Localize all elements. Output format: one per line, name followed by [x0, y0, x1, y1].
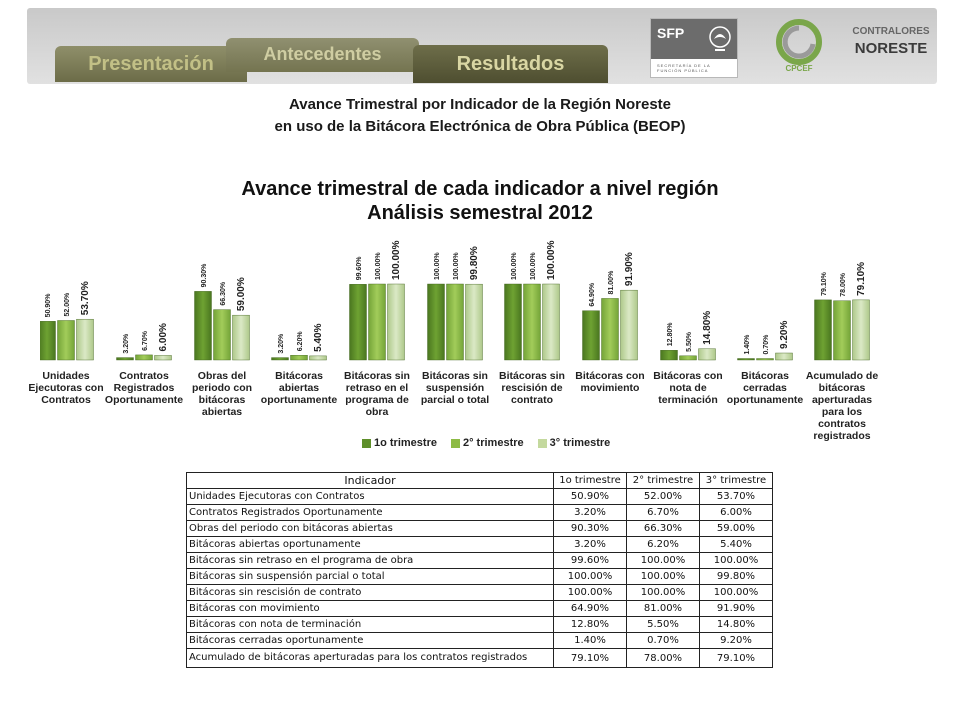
table-cell-value: 79.10% — [554, 649, 627, 668]
data-label-9-series-2: 5.50% — [686, 331, 693, 352]
data-label-5-series-3: 100.00% — [391, 240, 402, 280]
bar-5-series-2 — [369, 284, 386, 360]
data-label-8-series-2: 81.00% — [608, 270, 615, 295]
data-label-11-series-3: 79.10% — [856, 261, 867, 296]
table-row — [187, 489, 773, 505]
bar-4-series-2 — [291, 355, 308, 360]
bar-9-series-3 — [699, 349, 716, 360]
table-cell-indicator: Bitácoras sin retraso en el programa de obra — [187, 553, 554, 569]
tab-presentacion[interactable]: Presentación — [55, 46, 247, 82]
category-label: Bitácoras cerradas oportunamente — [726, 370, 804, 406]
col-header-q3: 3° trimestre — [700, 473, 773, 489]
contraloria-logo-line1: CONTRALORES — [852, 26, 930, 37]
data-label-4-series-3: 5.40% — [313, 323, 324, 352]
bar-6-series-3 — [466, 284, 483, 360]
table-row — [187, 505, 773, 521]
bar-9-series-1 — [661, 350, 678, 360]
table-cell-value: 100.00% — [554, 585, 627, 601]
bar-4-series-3 — [310, 356, 327, 360]
category-label: Bitácoras abiertas oportunamente — [260, 370, 338, 406]
table-cell-value: 59.00% — [700, 521, 773, 537]
cpcef-logo-text: CPCEF — [785, 64, 813, 73]
bar-7-series-1 — [505, 284, 522, 360]
bar-10-series-3 — [776, 353, 793, 360]
data-label-6-series-3: 99.80% — [469, 246, 480, 281]
table-cell-value: 100.00% — [700, 553, 773, 569]
table-row — [187, 569, 773, 585]
data-label-7-series-3: 100.00% — [546, 240, 557, 280]
category-label: Bitácoras con movimiento — [575, 370, 645, 394]
bar-6-series-2 — [447, 284, 464, 360]
contraloria-logo — [848, 16, 934, 76]
data-label-2-series-1: 3.20% — [123, 333, 130, 354]
col-header-q1: 1o trimestre — [554, 473, 627, 489]
bar-3-series-2 — [214, 310, 231, 360]
bar-8-series-2 — [602, 298, 619, 360]
table-cell-value: 0.70% — [627, 633, 700, 649]
bar-8-series-1 — [583, 311, 600, 360]
bar-2-series-3 — [155, 355, 172, 360]
table-cell-value: 90.30% — [554, 521, 627, 537]
table-cell-value: 100.00% — [627, 585, 700, 601]
page-heading-line1: Avance Trimestral por Indicador de la Región Noreste — [288, 96, 672, 113]
data-label-7-series-2: 100.00% — [530, 252, 537, 280]
table-cell-value: 3.20% — [554, 537, 627, 553]
table-cell-indicator: Bitácoras con movimiento — [187, 601, 554, 617]
sfp-logo-subtitle: SECRETARÍA DE LA FUNCIÓN PÚBLICA — [657, 63, 711, 73]
legend-swatch-1 — [362, 439, 371, 448]
data-label-3-series-3: 59.00% — [236, 277, 247, 312]
table-cell-value: 5.50% — [627, 617, 700, 633]
data-label-8-series-3: 91.90% — [624, 252, 635, 287]
table-cell-value: 53.70% — [700, 489, 773, 505]
table-cell-value: 6.70% — [627, 505, 700, 521]
bar-2-series-1 — [117, 358, 134, 360]
data-label-11-series-1: 79.10% — [821, 272, 828, 296]
table-cell-value: 79.10% — [700, 649, 773, 668]
bar-2-series-2 — [136, 355, 153, 360]
bar-chart — [40, 226, 920, 366]
chart-legend — [362, 437, 610, 449]
bar-3-series-3 — [233, 315, 250, 360]
legend-label-3: 3° trimestre — [549, 437, 611, 449]
table-row — [187, 633, 773, 649]
contraloria-logo-line2: NORESTE — [854, 40, 928, 57]
legend-swatch-2 — [451, 439, 460, 448]
sfp-logo-title: SFP — [657, 25, 685, 41]
bar-4-series-1 — [272, 358, 289, 360]
table-row — [187, 601, 773, 617]
table-cell-indicator: Bitácoras sin suspensión parcial o total — [187, 569, 554, 585]
table-cell-value: 100.00% — [554, 569, 627, 585]
bar-10-series-2 — [757, 359, 774, 361]
table-cell-indicator: Acumulado de bitácoras aperturadas para los contratos registrados — [187, 649, 554, 668]
bar-11-series-2 — [834, 301, 851, 360]
legend-item-3 — [538, 437, 611, 449]
data-label-5-series-2: 100.00% — [375, 252, 382, 280]
data-label-8-series-1: 64.90% — [589, 282, 596, 307]
col-header-indicador: Indicador — [187, 473, 554, 489]
data-label-11-series-2: 78.00% — [840, 272, 847, 297]
data-label-3-series-1: 90.30% — [201, 263, 208, 288]
table-cell-indicator: Bitácoras sin rescisión de contrato — [187, 585, 554, 601]
table-cell-indicator: Bitácoras con nota de terminación — [187, 617, 554, 633]
table-cell-value: 6.20% — [627, 537, 700, 553]
category-label: Contratos Registrados Oportunamente — [104, 370, 184, 406]
table-cell-value: 81.00% — [627, 601, 700, 617]
table-cell-indicator: Bitácoras abiertas oportunamente — [187, 537, 554, 553]
table-cell-value: 5.40% — [700, 537, 773, 553]
table-cell-value: 91.90% — [700, 601, 773, 617]
table-cell-value: 100.00% — [627, 553, 700, 569]
tab-resultados[interactable]: Resultados — [413, 45, 608, 83]
category-label: Bitácoras sin suspensión parcial o total — [420, 370, 490, 406]
table-cell-value: 9.20% — [700, 633, 773, 649]
category-label: Bitácoras con nota de terminación — [653, 370, 723, 406]
table-cell-value: 52.00% — [627, 489, 700, 505]
data-label-1-series-3: 53.70% — [80, 281, 91, 316]
tab-antecedentes[interactable]: Antecedentes — [226, 38, 419, 72]
legend-label-2: 2° trimestre — [462, 437, 524, 449]
table-cell-value: 78.00% — [627, 649, 700, 668]
data-label-4-series-1: 3.20% — [278, 333, 285, 354]
data-label-10-series-3: 9.20% — [779, 320, 790, 350]
data-label-1-series-1: 50.90% — [45, 293, 52, 318]
table-cell-value: 1.40% — [554, 633, 627, 649]
table-cell-value: 99.80% — [700, 569, 773, 585]
table-row — [187, 649, 773, 668]
data-label-2-series-2: 6.70% — [142, 331, 149, 351]
bar-5-series-1 — [350, 284, 367, 360]
table-row — [187, 585, 773, 601]
bar-9-series-2 — [680, 356, 697, 360]
bar-3-series-1 — [195, 291, 212, 360]
bar-7-series-2 — [524, 284, 541, 360]
cpcef-logo — [768, 18, 830, 76]
data-label-4-series-2: 6.20% — [297, 331, 304, 352]
data-label-2-series-3: 6.00% — [158, 323, 169, 352]
data-label-7-series-1: 100.00% — [511, 252, 518, 280]
category-label: Unidades Ejecutoras con Contratos — [28, 370, 104, 406]
table-cell-value: 3.20% — [554, 505, 627, 521]
chart-subtitle: Análisis semestral 2012 — [367, 202, 593, 224]
bar-1-series-2 — [58, 320, 75, 360]
legend-swatch-3 — [538, 439, 547, 448]
data-label-9-series-1: 12.80% — [667, 322, 674, 347]
bar-10-series-1 — [738, 359, 755, 361]
chart-title: Avance trimestral de cada indicador a nivel región — [241, 178, 719, 200]
table-row — [187, 617, 773, 633]
page-heading-line2: en uso de la Bitácora Electrónica de Obra Pública (BEOP) — [274, 118, 686, 135]
category-label: Bitácoras sin rescisión de contrato — [499, 370, 565, 406]
table-cell-value: 64.90% — [554, 601, 627, 617]
data-label-10-series-2: 0.70% — [763, 334, 770, 355]
table-cell-value: 99.60% — [554, 553, 627, 569]
legend-item-2 — [451, 437, 524, 449]
data-label-6-series-2: 100.00% — [453, 252, 460, 280]
table-header-row — [187, 473, 773, 489]
table-cell-value: 6.00% — [700, 505, 773, 521]
table-cell-value: 66.30% — [627, 521, 700, 537]
table-cell-value: 50.90% — [554, 489, 627, 505]
table-cell-indicator: Obras del periodo con bitácoras abiertas — [187, 521, 554, 537]
bar-1-series-1 — [40, 321, 56, 360]
table-cell-value: 14.80% — [700, 617, 773, 633]
table-row — [187, 521, 773, 537]
data-label-1-series-2: 52.00% — [64, 292, 71, 317]
bar-8-series-3 — [621, 290, 638, 360]
bar-6-series-1 — [428, 284, 445, 360]
bar-1-series-3 — [77, 319, 94, 360]
eagle-emblem-icon — [707, 23, 733, 55]
legend-item-1 — [362, 437, 437, 449]
table-row — [187, 537, 773, 553]
data-label-6-series-1: 100.00% — [434, 252, 441, 280]
table-row — [187, 553, 773, 569]
table-cell-value: 100.00% — [627, 569, 700, 585]
category-label: Acumulado de bitácoras aperturadas para los contratos registrados — [805, 370, 879, 442]
table-cell-indicator: Unidades Ejecutoras con Contratos — [187, 489, 554, 505]
data-label-9-series-3: 14.80% — [702, 310, 713, 345]
table-cell-value: 100.00% — [700, 585, 773, 601]
bar-5-series-3 — [388, 284, 405, 360]
indicator-table — [186, 472, 773, 668]
data-label-3-series-2: 66.30% — [220, 281, 227, 306]
sfp-logo — [650, 18, 738, 78]
data-label-10-series-1: 1.40% — [744, 334, 751, 355]
category-label: Bitácoras sin retraso en el programa de obra — [344, 370, 410, 418]
bar-11-series-1 — [815, 300, 832, 360]
table-cell-indicator: Contratos Registrados Oportunamente — [187, 505, 554, 521]
table-cell-indicator: Bitácoras cerradas oportunamente — [187, 633, 554, 649]
bar-7-series-3 — [543, 284, 560, 360]
data-label-5-series-1: 99.60% — [356, 256, 363, 281]
col-header-q2: 2° trimestre — [627, 473, 700, 489]
category-label: Obras del periodo con bitácoras abiertas — [191, 370, 253, 418]
bar-11-series-3 — [853, 300, 870, 360]
table-cell-value: 12.80% — [554, 617, 627, 633]
legend-label-1: 1o trimestre — [374, 437, 437, 449]
